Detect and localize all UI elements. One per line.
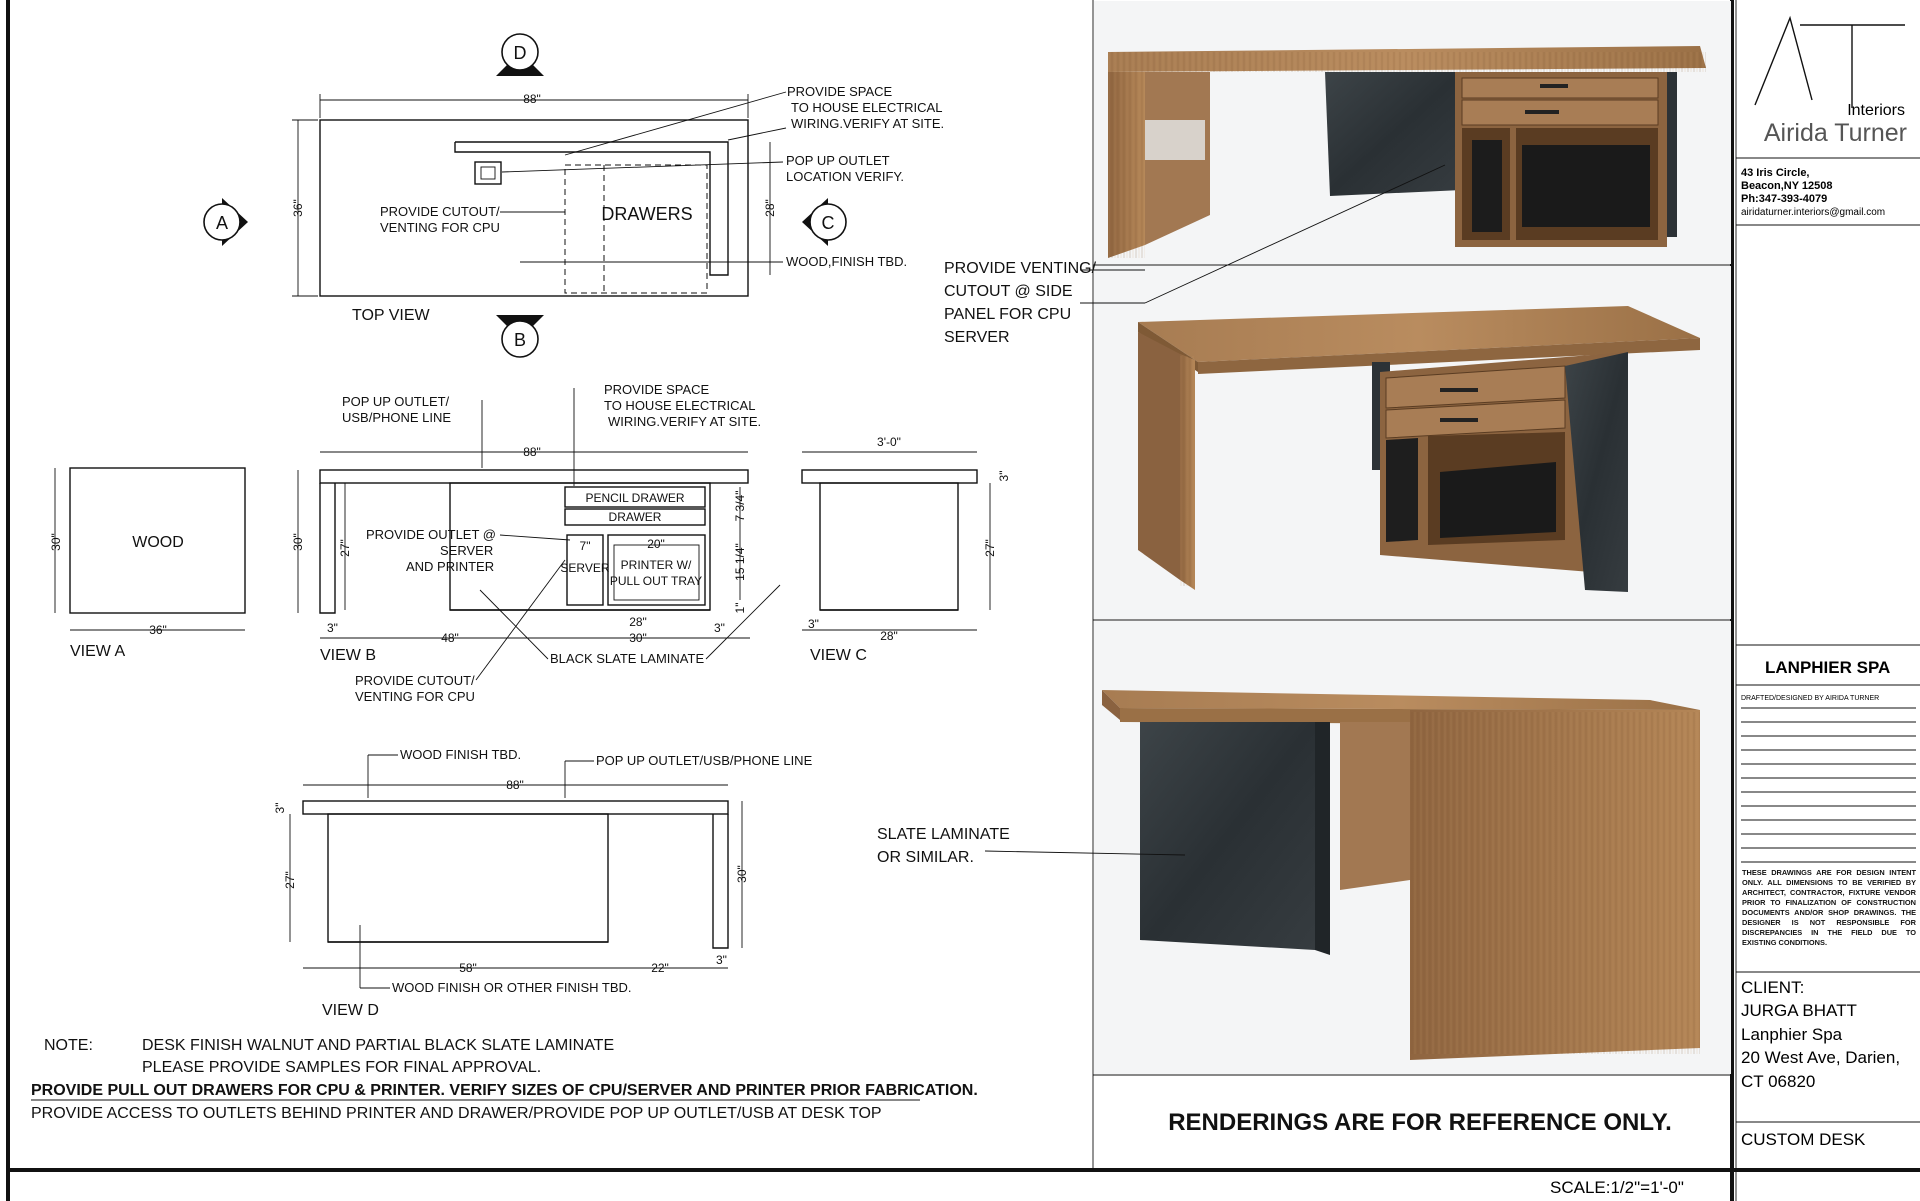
view-b-note-space-3: WIRING.VERIFY AT SITE.: [608, 414, 762, 429]
top-dim-inner: 28": [763, 199, 777, 217]
view-b-note-outlet-1: PROVIDE OUTLET @: [366, 527, 496, 542]
view-b-printer-1: PRINTER W/: [620, 558, 692, 572]
view-c-title: VIEW C: [810, 647, 867, 664]
view-d-dim-3b: 3": [716, 953, 727, 967]
svg-text:C: C: [821, 213, 835, 233]
svg-text:D: D: [513, 43, 527, 63]
view-b-note-space-2: TO HOUSE ELECTRICAL: [604, 398, 756, 413]
callout-vent-2: CUTOUT @ SIDE: [944, 283, 1073, 300]
company-logo: [1755, 18, 1907, 147]
note-line-4: PROVIDE ACCESS TO OUTLETS BEHIND PRINTER AND DRAWER/PROVIDE POP UP OUTLET/USB AT DESK TOP: [31, 1105, 882, 1122]
general-notes: [31, 1037, 978, 1122]
view-a-title: VIEW A: [70, 643, 126, 660]
view-b-printer-2: PULL OUT TRAY: [609, 574, 703, 588]
view-b-dim-27: 27": [338, 539, 352, 557]
view-b-pencil-drawer: PENCIL DRAWER: [585, 491, 685, 505]
top-dim-width: 88": [523, 92, 541, 106]
view-b-dim-28: 28": [629, 615, 647, 629]
top-note-space-1: PROVIDE SPACE: [787, 84, 893, 99]
client-name: JURGA BHATT: [1741, 1001, 1857, 1020]
rendering-2-desk: [1094, 266, 1731, 619]
view-b-server: SERVER: [560, 561, 610, 575]
callout-vent-4: SERVER: [944, 329, 1010, 346]
view-d: [273, 747, 813, 1019]
view-b-dim-height: 30": [291, 533, 305, 551]
view-a-dim-height: 30": [49, 533, 63, 551]
view-c-dim-28: 28": [880, 629, 898, 643]
callout-slate-2: OR SIMILAR.: [877, 849, 974, 866]
view-a: [49, 468, 245, 660]
view-b: [291, 382, 780, 704]
address-line-1: 43 Iris Circle,: [1741, 167, 1810, 179]
svg-text:A: A: [215, 213, 229, 233]
view-b-note-cutout-1: PROVIDE CUTOUT/: [355, 673, 475, 688]
scale-label: SCALE:1/2"=1'-0": [1550, 1178, 1684, 1197]
view-b-drawer: DRAWER: [608, 510, 662, 524]
view-d-dim-width: 88": [506, 778, 524, 792]
svg-text:B: B: [513, 330, 527, 350]
view-b-dim-3b: 3": [714, 621, 725, 635]
top-view: [204, 34, 944, 357]
revision-lines: [1741, 708, 1916, 862]
project-name: LANPHIER SPA: [1765, 658, 1891, 677]
client-street: 20 West Ave, Darien,: [1741, 1048, 1901, 1067]
top-note-space-3: WIRING.VERIFY AT SITE.: [791, 116, 945, 131]
renderings: [877, 1, 1732, 1136]
view-d-note-wood: WOOD FINISH TBD.: [400, 747, 522, 762]
top-note-space-2: TO HOUSE ELECTRICAL: [791, 100, 943, 115]
client-city: CT 06820: [1741, 1072, 1816, 1091]
view-c-dim-3: 3": [997, 470, 1011, 482]
top-note-cutout-1: PROVIDE CUTOUT/: [380, 204, 500, 219]
callout-slate-1: SLATE LAMINATE: [877, 826, 1010, 843]
view-b-note-popup-1: POP UP OUTLET/: [342, 394, 450, 409]
title-block: [1736, 18, 1920, 1149]
section-marker-d: [496, 34, 544, 76]
top-view-title: TOP VIEW: [352, 307, 430, 324]
view-b-note-outlet-3: AND PRINTER: [406, 559, 495, 574]
top-dim-depth: 36": [291, 199, 305, 217]
top-note-popup-1: POP UP OUTLET: [786, 153, 890, 168]
view-b-dim-30: 30": [629, 631, 647, 645]
note-label: NOTE:: [44, 1037, 93, 1054]
view-d-dim-22: 22": [651, 961, 669, 975]
view-c-dim-3b: 3": [808, 617, 819, 631]
callout-vent-3: PANEL FOR CPU: [944, 306, 1072, 323]
section-marker-a: [204, 198, 248, 246]
address-line-2: Beacon,NY 12508: [1741, 180, 1833, 192]
view-d-dim-58: 58": [459, 961, 477, 975]
view-b-note-slate: BLACK SLATE LAMINATE: [550, 651, 705, 666]
view-d-note-bottom: WOOD FINISH OR OTHER FINISH TBD.: [392, 980, 632, 995]
rendering-1-desk: [1094, 1, 1731, 264]
top-note-popup-2: LOCATION VERIFY.: [786, 169, 904, 184]
view-b-title: VIEW B: [320, 647, 377, 664]
note-line-1: DESK FINISH WALNUT AND PARTIAL BLACK SLATE LAMINATE: [142, 1037, 615, 1054]
top-note-wood: WOOD,FINISH TBD.: [786, 254, 908, 269]
view-b-dim-7-3-4: 7 3/4": [733, 490, 747, 522]
note-line-3: PROVIDE PULL OUT DRAWERS FOR CPU & PRINTER. VERIFY SIZES OF CPU/SERVER AND PRINTER PRIOR FABRICATION.: [31, 1082, 978, 1099]
view-d-dim-3: 3": [273, 802, 287, 814]
section-marker-c: [802, 198, 846, 246]
phone: Ph:347-393-4079: [1741, 193, 1828, 205]
view-b-dim-20: 20": [647, 537, 665, 551]
client-company: Lanphier Spa: [1741, 1025, 1843, 1044]
view-b-dim-7: 7": [579, 539, 591, 553]
section-marker-b: [496, 315, 544, 357]
view-b-dim-48: 48": [441, 631, 459, 645]
view-b-dim-width: 88": [523, 445, 541, 459]
view-d-note-popup: POP UP OUTLET/USB/PHONE LINE: [596, 753, 813, 768]
view-b-note-space-1: PROVIDE SPACE: [604, 382, 710, 397]
sheet-title: CUSTOM DESK: [1741, 1130, 1866, 1149]
drawers-label: DRAWERS: [601, 204, 693, 224]
drafted-by: DRAFTED/DESIGNED BY AIRIDA TURNER: [1741, 695, 1880, 702]
view-d-dim-27: 27": [283, 871, 297, 889]
email: airidaturner.interiors@gmail.com: [1741, 207, 1886, 218]
view-c-dim-top: 3'-0": [877, 435, 901, 449]
client-label: CLIENT:: [1741, 978, 1805, 997]
view-b-note-cutout-2: VENTING FOR CPU: [355, 689, 475, 704]
logo-name: Airida Turner: [1763, 119, 1907, 147]
note-line-2: PLEASE PROVIDE SAMPLES FOR FINAL APPROVAL.: [142, 1059, 542, 1076]
view-b-dim-15-1-4: 15 1/4": [733, 543, 747, 581]
view-b-dim-1: 1": [733, 602, 747, 614]
view-b-dim-3a: 3": [327, 621, 338, 635]
view-d-dim-30: 30": [735, 865, 749, 883]
view-b-note-popup-2: USB/PHONE LINE: [342, 410, 452, 425]
view-a-wood-label: WOOD: [132, 534, 184, 551]
disclaimer: THESE DRAWINGS ARE FOR DESIGN INTENT ONLY. ALL DIMENSIONS TO BE VERIFIED BY ARCHITECT, CONTRACTOR, FIXTURE VENDOR PRIOR TO FINALIZATION OF CONSTRUCTION DOCUMENTS AND/OR SHOP DRAWINGS. THE DESIGNER IS NOT RESPONSIBLE FOR DISCREPANCIES IN THE FIELD DUE TO EXISTING CONDITIONS.: [1742, 868, 1916, 947]
view-b-note-outlet-2: SERVER: [440, 543, 494, 558]
top-note-cutout-2: VENTING FOR CPU: [380, 220, 500, 235]
renderings-reference-note: RENDERINGS ARE FOR REFERENCE ONLY.: [1168, 1109, 1672, 1136]
view-a-dim-width: 36": [149, 623, 167, 637]
callout-vent-1: PROVIDE VENTING/: [944, 260, 1097, 277]
view-d-title: VIEW D: [322, 1002, 379, 1019]
view-c-dim-27: 27": [983, 539, 997, 557]
view-c: [802, 435, 1011, 664]
rendering-3-desk: [1094, 621, 1731, 1074]
logo-interiors: Interiors: [1847, 102, 1905, 119]
